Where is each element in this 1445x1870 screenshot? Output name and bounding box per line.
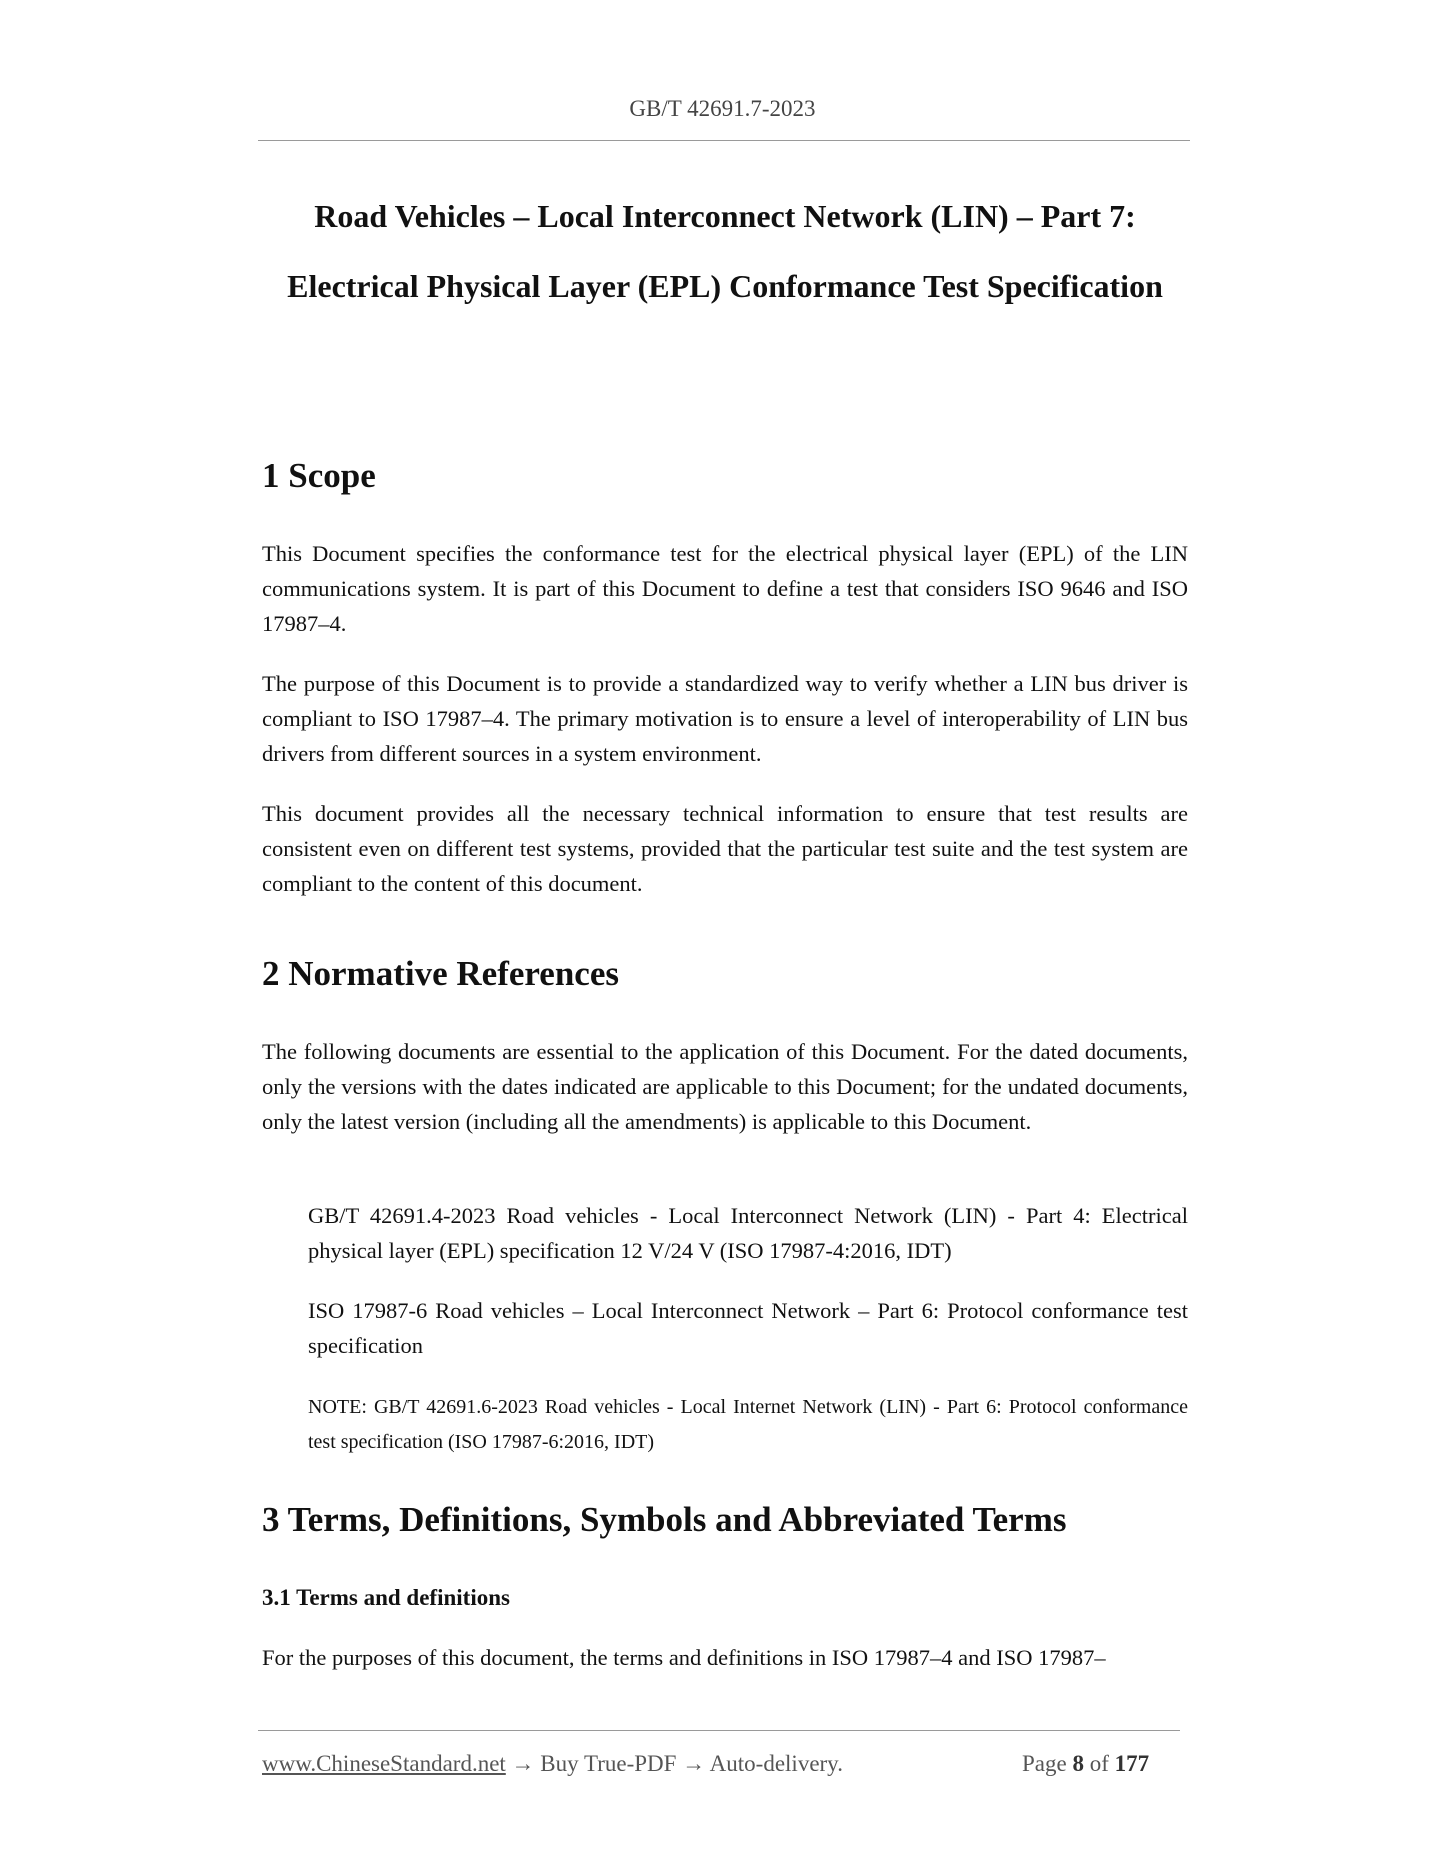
- normative-paragraph: The following documents are essential to the application of this Document. For the dated documents, only the versions with the dates indicated are applicable to this Document; for the undated documents, only the latest version (including all the amendments) is applicable to this Document.: [262, 1039, 1188, 1134]
- terms-paragraph: For the purposes of this document, the terms and definitions in ISO 17987–4 and ISO 17987–: [262, 1645, 1106, 1670]
- scope-paragraph-3: This document provides all the necessary technical information to ensure that test results are consistent even on different test systems, provided that the particular test suite and the test system are compliant to the content of this document.: [262, 801, 1188, 896]
- page-indicator: [1022, 1751, 1149, 1777]
- page-label: Page: [1022, 1751, 1067, 1776]
- footer-divider: [258, 1730, 1180, 1731]
- page-of: of: [1089, 1751, 1109, 1776]
- reference-note: NOTE: GB/T 42691.6-2023 Road vehicles - Local Internet Network (LIN) - Part 6: Protocol conformance test specification (ISO 17987-6:2016, IDT): [308, 1396, 1188, 1453]
- arrow-right-icon: →: [682, 1751, 706, 1776]
- arrow-right-icon: →: [511, 1751, 535, 1776]
- footer-promo: [262, 1751, 843, 1777]
- scope-paragraph-2: The purpose of this Document is to provide a standardized way to verify whether a LIN bus driver is compliant to ISO 17987–4. The primary motivation is to ensure a level of interoperability of LIN bus drivers from different sources in a system environment.: [262, 671, 1188, 766]
- reference-item-2: ISO 17987-6 Road vehicles – Local Interconnect Network – Part 6: Protocol conformance test specification: [308, 1298, 1188, 1358]
- reference-item-1: GB/T 42691.4-2023 Road vehicles - Local Interconnect Network (LIN) - Part 4: Electrical physical layer (EPL) specification 12 V/24 V (ISO 17987-4:2016, IDT): [308, 1203, 1188, 1263]
- page-total: 177: [1114, 1751, 1150, 1776]
- buy-text: Buy True-PDF: [534, 1751, 683, 1776]
- section-heading-terms: 3 Terms, Definitions, Symbols and Abbreviated Terms: [262, 1500, 1067, 1539]
- site-link[interactable]: www.ChineseStandard.net: [262, 1751, 506, 1776]
- page-current: 8: [1072, 1751, 1084, 1776]
- section-heading-normative-references: 2 Normative References: [262, 954, 619, 993]
- subsection-heading-terms-definitions: 3.1 Terms and definitions: [262, 1585, 510, 1610]
- header-divider: [258, 140, 1190, 141]
- scope-paragraph-1: This Document specifies the conformance test for the electrical physical layer (EPL) of the LIN communications system. It is part of this Document to define a test that considers ISO 9646 and ISO 17987–4.: [262, 541, 1188, 636]
- section-heading-scope: 1 Scope: [262, 456, 376, 495]
- document-code-header: GB/T 42691.7-2023: [629, 96, 816, 121]
- document-title-line-1: Road Vehicles – Local Interconnect Network (LIN) – Part 7:: [314, 198, 1136, 234]
- delivery-text: Auto-delivery.: [705, 1751, 843, 1776]
- document-title-line-2: Electrical Physical Layer (EPL) Conformance Test Specification: [287, 268, 1163, 304]
